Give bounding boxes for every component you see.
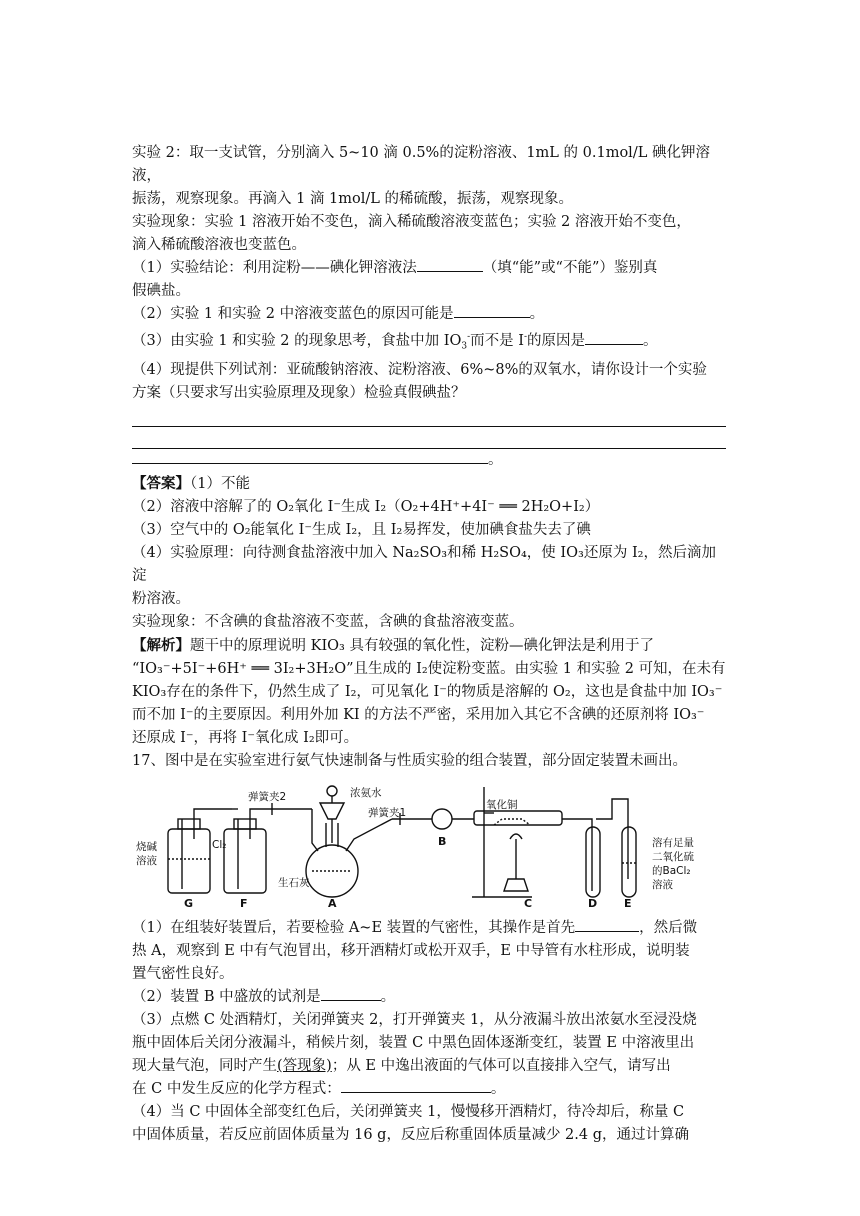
q17-part3-line4	[132, 1078, 730, 1101]
q17-part1-line2: 热 A，观察到 E 中有气泡冒出，移开酒精灯或松开双手，E 中导管有水柱形成，说明装	[132, 942, 690, 959]
analysis-line5: 还原成 I⁻，再将 I⁻氧化成 I₂即可。	[132, 729, 359, 746]
answer-4-line1: （4）实验原理：向待测食盐溶液中加入 Na₂SO₃和稀 H₂SO₄，使 IO₃还原为 I₂，然后滴加淀	[132, 544, 716, 584]
q3-sub: 3	[461, 341, 468, 352]
label-ammonia: 浓氨水	[350, 786, 382, 799]
analysis-line1-text: 题干中的原理说明 KIO₃ 具有较强的氧化性，淀粉—碘化钾法是利用于了	[190, 637, 654, 654]
analysis-line3: KIO₃存在的条件下，仍然生成了 I₂，可见氧化 I⁻的物质是溶解的 O₂，这也是食盐中加 IO₃⁻	[132, 683, 723, 700]
q4-answer-line-2[interactable]	[132, 427, 726, 449]
q17-p3-end: 。	[490, 1080, 506, 1097]
exp2-line1: 实验 2：取一支试管，分别滴入 5~10 滴 0.5%的淀粉溶液、1mL 的 0.1mol/L 碘化钾溶液，	[132, 145, 710, 184]
answer-tag: 【答案】	[132, 474, 190, 492]
q4-answer-line-1[interactable]	[132, 405, 726, 427]
q17-part1-line1	[132, 917, 730, 940]
document-body	[132, 142, 730, 1147]
q17-part3-line2: 瓶中固体后关闭分液漏斗，稍候片刻，装置 C 中黑色固体逐渐变红，装置 E 中溶液里出	[132, 1034, 695, 1051]
q3-answer-blank[interactable]	[585, 330, 643, 345]
q17-part3-line1: （3）点燃 C 处酒精灯，关闭弹簧夹 2，打开弹簧夹 1，从分液漏斗放出浓氨水至浸没烧	[132, 1011, 697, 1028]
question-4-line2: 方案（只要求写出实验原理及现象）检验真假碘盐？	[132, 384, 466, 401]
answer-1	[132, 472, 730, 496]
label-cuo: 氧化铜	[486, 798, 518, 811]
bottle-g	[168, 829, 210, 893]
q2-answer-blank[interactable]	[454, 303, 530, 318]
q17-p3-blank[interactable]: (答现象)	[277, 1057, 332, 1074]
exp2-line2: 振荡，观察现象。再滴入 1 滴 1mol/L 的稀硫酸，振荡，观察现象。	[132, 191, 574, 207]
letter-f: F	[240, 896, 248, 910]
q17-p3-equation-blank[interactable]	[341, 1078, 491, 1093]
q17-part1-line3: 置气密性良好。	[132, 965, 234, 982]
q17-p2-blank[interactable]	[321, 986, 381, 1001]
q2-text-a: （2）实验 1 和实验 2 中溶液变蓝色的原因可能是	[132, 306, 454, 322]
letter-a: A	[328, 896, 337, 910]
test-tube-e	[622, 827, 636, 897]
phenomenon-line2: 滴入稀硫酸溶液也变蓝色。	[132, 237, 306, 253]
label-naoh: 烧碱	[136, 840, 157, 853]
answer-2: （2）溶液中溶解了的 O₂氧化 I⁻生成 I₂（O₂+4H⁺+4I⁻ ══ 2H₂O+I₂）	[132, 498, 600, 515]
question-3	[132, 326, 730, 359]
test-tube-d	[586, 827, 600, 897]
bottle-f	[224, 829, 266, 893]
label-clamp-2: 弹簧夹2	[248, 790, 287, 803]
answer-4-line2: 粉溶液。	[132, 590, 190, 607]
letter-c: C	[524, 896, 533, 910]
q17-part3-line3	[132, 1055, 730, 1078]
analysis-line2: “IO₃⁻+5I⁻+6H⁺ ══ 3I₂+3H₂O”且生成的 I₂使淀粉变蓝。由实验 1 和实验 2 可知，在未有	[132, 660, 726, 677]
q1-text-b: （填“能”或“不能”）鉴别真	[482, 260, 658, 276]
analysis-line1	[132, 634, 730, 658]
q3-sup2: -	[523, 332, 528, 342]
question-1-cont: 假碘盐。	[132, 283, 190, 299]
q2-text-b: 。	[529, 306, 545, 322]
q4-answer-blank[interactable]	[132, 449, 488, 464]
question-4-line1: （4）现提供下列试剂：亚硫酸钠溶液、淀粉溶液、6%~8%的双氧水，请你设计一个实验	[132, 361, 707, 378]
label-so2-3: 的BaCl₂	[652, 864, 691, 877]
q3-text-c: 的原因是	[527, 332, 586, 349]
q17-part4-line2: 中固体质量，若反应前固体质量为 16 g，反应后称重固体质量减少 2.4 g，通过计算确	[132, 1126, 690, 1143]
answer-phenomenon: 实验现象：不含碘的食盐溶液不变蓝，含碘的食盐溶液变蓝。	[132, 613, 524, 630]
q1-answer-blank[interactable]	[417, 257, 483, 272]
label-cl2: Cl₂	[212, 838, 227, 851]
q17-p1-text-b: ，然后微	[639, 919, 698, 936]
label-so2-4: 溶液	[652, 878, 673, 891]
label-so2-1: 溶有足量	[652, 836, 694, 849]
drying-tube-b	[432, 809, 452, 829]
label-naoh-solution: 溶液	[136, 854, 157, 867]
q4-answer-line-3	[132, 449, 730, 472]
label-quicklime: 生石灰	[278, 876, 310, 889]
q4-end: 。	[488, 451, 503, 468]
q17-p2-text-a: （2）装置 B 中盛放的试剂是	[132, 988, 321, 1005]
answer-3: （3）空气中的 O₂能氧化 I⁻生成 I₂，且 I₂易挥发，使加碘食盐失去了碘	[132, 521, 591, 538]
letter-e: E	[624, 896, 632, 910]
q17-part2	[132, 986, 730, 1009]
q17-p3-text-d: 在 C 中发生反应的化学方程式：	[132, 1080, 341, 1097]
question-2	[132, 303, 730, 326]
q17-p1-blank[interactable]	[575, 917, 639, 932]
letter-d: D	[588, 896, 598, 910]
q17-p2-text-b: 。	[380, 988, 396, 1005]
q3-text-d: 。	[643, 332, 658, 349]
q17-p3-text-c: ；从 E 中逸出液面的气体可以直接排入空气，请写出	[331, 1057, 671, 1074]
question-1	[132, 257, 730, 280]
answer-1-text: （1）不能	[190, 475, 250, 492]
q3-text-b: 而不是 I	[470, 332, 524, 349]
letter-b: B	[438, 834, 447, 848]
q17-part4-line1: （4）当 C 中固体全部变红色后，关闭弹簧夹 1，慢慢移开酒精灯，待冷却后，称量 C	[132, 1103, 685, 1120]
q3-sup: -	[467, 332, 471, 342]
analysis-line4: 而不加 I⁻的主要原因。利用外加 KI 的方法不严密，采用加入其它不含碘的还原剂将 IO₃⁻	[132, 706, 705, 723]
apparatus-diagram	[132, 779, 732, 911]
analysis-tag: 【解析】	[132, 636, 190, 654]
q17-p3-text-a: 现大量气泡，同时产生	[132, 1057, 277, 1074]
label-so2-2: 二氧化硫	[652, 850, 694, 863]
phenomenon-line1: 实验现象：实验 1 溶液开始不变色，滴入稀硫酸溶液变蓝色；实验 2 溶液开始不变色，	[132, 214, 691, 230]
letter-g: G	[184, 896, 194, 910]
q1-text-a: （1）实验结论：利用淀粉——碘化钾溶液法	[132, 260, 417, 276]
label-clamp-1: 弹簧夹1	[368, 806, 407, 819]
q3-text-a: （3）由实验 1 和实验 2 的现象思考，食盐中加 IO	[132, 332, 462, 349]
q17-intro: 17、图中是在实验室进行氨气快速制备与性质实验的组合装置，部分固定装置未画出。	[132, 752, 687, 769]
q17-p1-text-a: （1）在组装好装置后，若要检验 A~E 装置的气密性，其操作是首先	[132, 919, 576, 936]
